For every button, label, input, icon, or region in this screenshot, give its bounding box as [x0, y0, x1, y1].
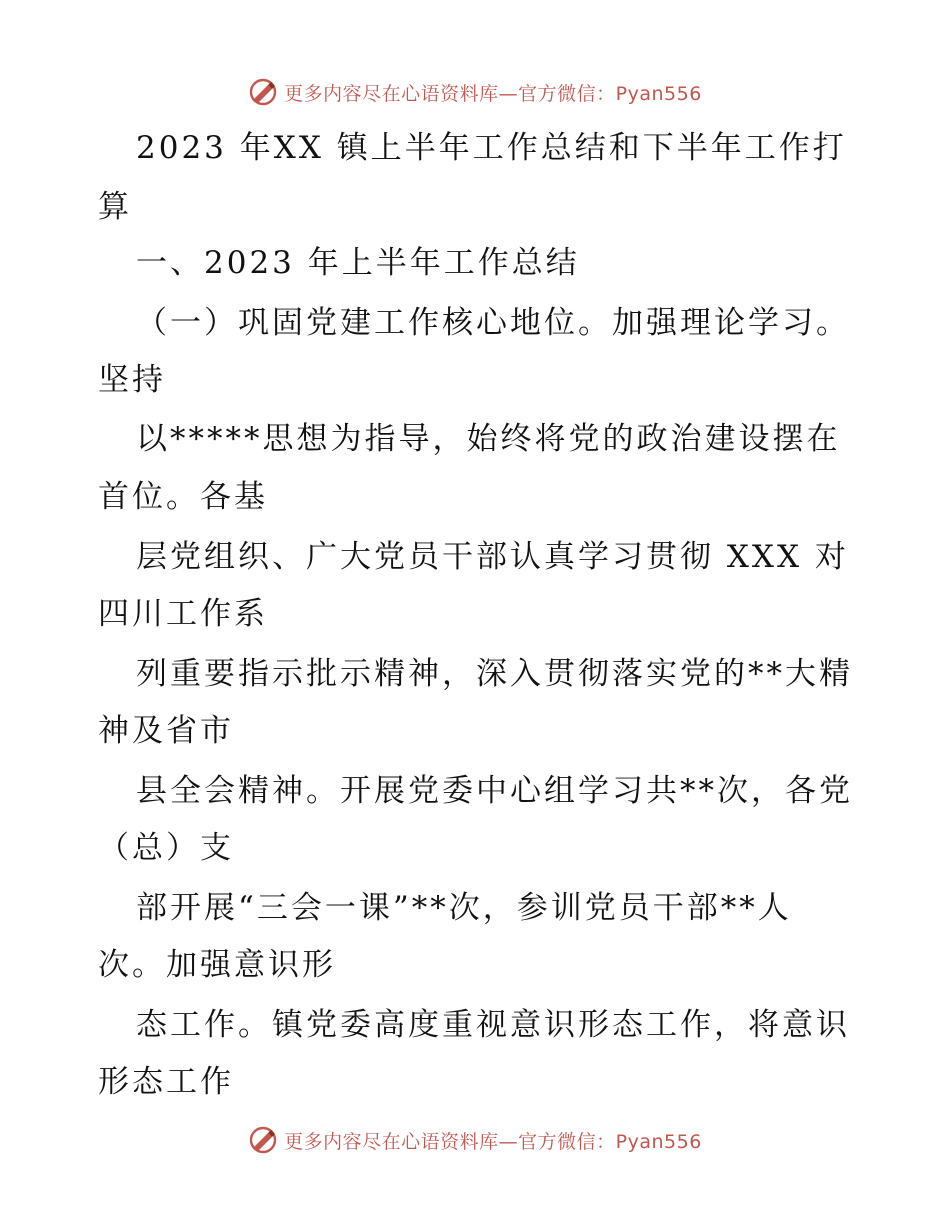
paragraph-line: 列重要指示批示精神，深入贯彻落实党的**大精 — [136, 656, 853, 692]
watermark-text: 更多内容尽在心语资料库—官方微信：Pyan556 — [284, 82, 702, 105]
paragraph-line: （一）巩固党建工作核心地位。加强理论学习。 — [136, 305, 850, 341]
paragraph-line: 形态工作 — [98, 1064, 234, 1100]
paragraph-line: 四川工作系 — [98, 596, 268, 632]
paragraph-line: 以*****思想为指导，始终将党的政治建设摆在 — [136, 421, 841, 457]
paragraph-line: 县全会精神。开展党委中心组学习共**次，各党 — [136, 773, 853, 809]
paragraph-line: 态工作。镇党委高度重视意识形态工作，将意识 — [136, 1007, 850, 1043]
paragraph-line: 首位。各基 — [98, 479, 268, 515]
section-heading: 一、2023 年上半年工作总结 — [136, 245, 580, 281]
paragraph-line: 部开展“三会一课”**次，参训党员干部**人 — [136, 890, 792, 926]
pen-logo-icon — [248, 77, 278, 107]
title-line-2: 算 — [98, 189, 132, 225]
paragraph-line: 次。加强意识形 — [98, 947, 336, 983]
watermark-header — [0, 72, 950, 112]
paragraph-line: 神及省市 — [98, 713, 234, 749]
title-line-1: 2023 年XX 镇上半年工作总结和下半年工作打 — [136, 130, 847, 166]
pen-logo-icon — [248, 1125, 278, 1155]
paragraph-line: 层党组织、广大党员干部认真学习贯彻 XXX 对 — [136, 539, 849, 575]
paragraph-line: （总）支 — [98, 830, 234, 866]
paragraph-line: 坚持 — [98, 362, 166, 398]
watermark-footer — [0, 1120, 950, 1160]
watermark-text: 更多内容尽在心语资料库—官方微信：Pyan556 — [284, 1130, 702, 1153]
